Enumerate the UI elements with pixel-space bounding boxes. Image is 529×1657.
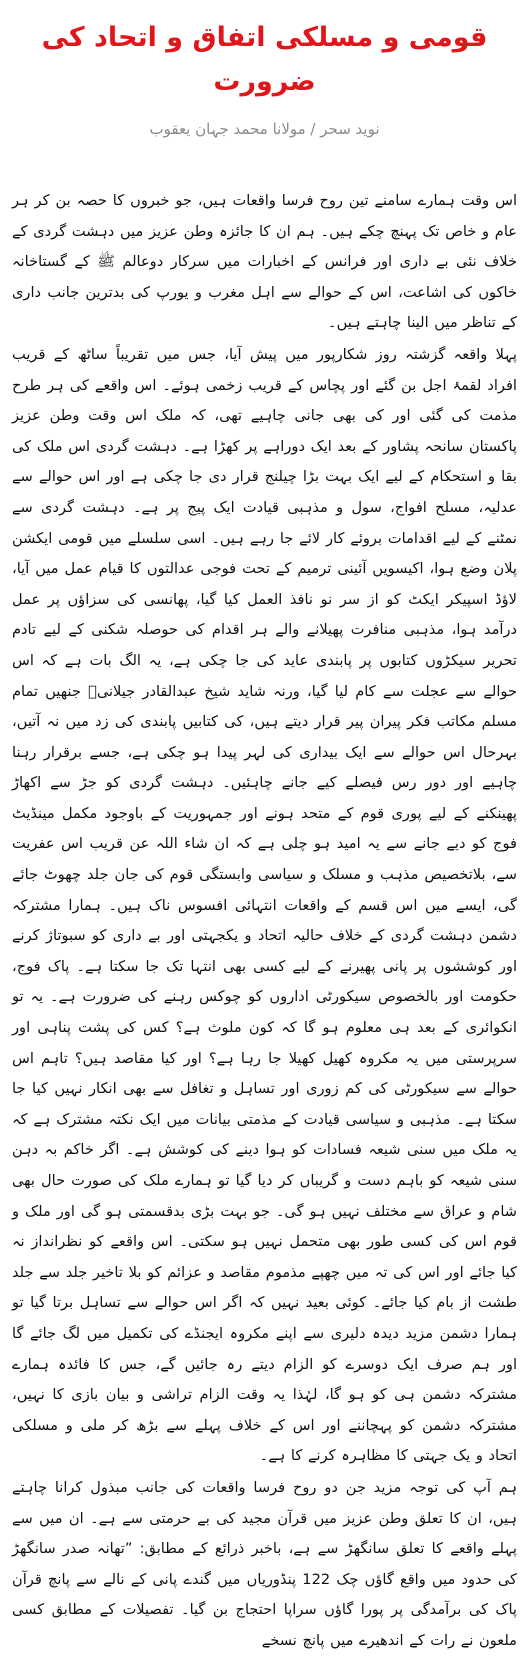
article-body [12,186,517,1657]
article-paragraph-1: اس وقت ہمارے سامنے تین روح فرسا واقعات ہیں، جو خبروں کا حصہ بن کر ہر عام و خاص تک پہنچ چکے ہیں۔ ہم ان کا جائزہ وطن عزیز میں دہشت گردی کے خلاف نئی بے داری اور فرانس کے اخبارات میں سرکار دوعالم ﷺ کے گستاخانہ خاکوں کی اشاعت، اس کے حوالے سے اہل مغرب و یورپ کی بدترین جانب داری کے تناظر میں الینا چاہتے ہیں۔ [12,192,517,332]
article-title: قومی و مسلکی اتفاق و اتحاد کی ضرورت [41,22,488,97]
article-byline: نوید سحر / مولانا محمد جہان یعقوب [149,120,380,138]
article-paragraph-2: پہلا واقعہ گزشتہ روز شکارپور میں پیش آیا، جس میں تقریباً ساٹھ کے قریب افراد لقمۂ اجل بن گئے اور پچاس کے قریب زخمی ہوئے۔ اس واقعے کی ہر طرح مذمت کی گئی اور کی بھی جانی چاہیے تھی، کہ ملک اس وقت وطن عزیز پاکستان سانحہ پشاور کے بعد ایک دوراہے پر کھڑا ہے۔ دہشت گردی اس ملک کی بقا و استحکام کے لیے ایک بہت بڑا چیلنج قرار دی جا چکی ہے اور اس حوالے سے عدلیہ، مسلح افواج، سول و مذہبی قیادت ایک پیج پر ہے۔ دہشت گردی سے نمٹنے کے لیے اقدامات بروئے کار لائے جا رہے ہیں۔ اسی سلسلے میں قومی ایکشن پلان وضع ہوا، اکیسویں آئینی ترمیم کے تحت فوجی عدالتوں کا قیام عمل میں آیا، لاؤڈ اسپیکر ایکٹ کو از سر نو نافذ العمل کیا گیا، پھانسی کی سزاؤں پر عمل درآمد ہوا، مذہبی منافرت پھیلانے والے ہر اقدام کی حوصلہ شکنی کے لیے تادم تحریر سیکڑوں کتابوں پر پابندی عاید کی جا چکی ہے، یہ الگ بات ہے کہ اس حوالے سے عجلت سے کام لیا گیا، ورنہ شاید شیخ عبدالقادر جیلانیؒ جنھیں تمام مسلم مکاتب فکر پیران پیر قرار دیتے ہیں، کی کتابیں پابندی کی زد میں نہ آتیں، بہرحال اس حوالے سے ایک بیداری کی لہر پیدا ہو چکی ہے، جسے برقرار رہنا چاہیے اور دور رس فیصلے کیے جانے چاہئیں۔ دہشت گردی کو جڑ سے اکھاڑ پھینکنے کے لیے پوری قوم کے متحد ہونے اور جمہوریت کے باوجود مکمل مینڈیٹ فوج کو دیے جانے سے یہ امید ہو چلی ہے کہ ان شاء اللہ عن قریب اس عفریت سے، بلاتخصیص مذہب و مسلک و سیاسی وابستگی قوم کی جان جلد چھوٹ جائے گی، ایسے میں اس قسم کے واقعات انتہائی افسوس ناک ہیں۔ ہمارا مشترکہ دشمن دہشت گردی کے خلاف حالیہ اتحاد و یکجہتی اور بے داری کو سبوتاژ کرنے اور کوششوں پر پانی پھیرنے کے لیے کسی بھی انتہا تک جا سکتا ہے۔ پاک فوج، حکومت اور بالخصوص سیکورٹی اداروں کو چوکس رہنے کی ضرورت ہے۔ یہ تو انکوائری کے بعد ہی معلوم ہو گا کہ کون ملوث ہے؟ کس کی پشت پناہی اور سرپرستی میں یہ مکروہ کھیل کھیلا جا رہا ہے؟ اور کیا مقاصد ہیں؟ تاہم اس حوالے سے سیکورٹی کی کم زوری اور تساہل و تغافل سے بھی انکار نہیں کیا جا سکتا ہے۔ مذہبی و سیاسی قیادت کے مذمتی بیانات میں ایک نکتہ مشترک ہے کہ یہ ملک میں سنی شیعہ فسادات کو ہوا دینے کی کوشش ہے۔ اگر خاکم بہ دہن سنی شیعہ کو باہم دست و گریباں کر دیا گیا تو ہمارے ملک کی صورت حال بھی شام و عراق سے مختلف نہیں ہو گی۔ جو بہت بڑی بدقسمتی ہو گی اور ملک و قوم اس کی کسی طور بھی متحمل نہیں ہو سکتی۔ اس واقعے کو نظرانداز نہ کیا جائے اور اس کی تہ میں چھپے مذموم مقاصد و عزائم کو بلا تاخیر جلد سے جلد طشت از بام کیا جائے۔ کوئی بعید نہیں کہ اگر اس حوالے سے تساہل برتا گیا تو ہمارا دشمن مزید دیدہ دلیری سے اپنے مکروہ ایجنڈے کی تکمیل میں لگ جائے گا اور ہم صرف ایک دوسرے کو الزام دیتے رہ جائیں گے، جس کا فائدہ ہمارے مشترکہ دشمن ہی کو ہو گا، لہٰذا یہ وقت الزام تراشی و بیان بازی کا نہیں، مشترکہ دشمن کو پہچاننے اور اس کے خلاف پہلے سے بڑھ کر ملی و مسلکی اتحاد و یک جہتی کا مظاہرہ کرنے کا ہے۔ [12,345,517,1465]
article-paragraph-3: ہم آپ کی توجہ مزید جن دو روح فرسا واقعات کی جانب مبذول کرانا چاہتے ہیں، ان کا تعلق وطن عزیز میں قرآن مجید کی بے حرمتی سے ہے۔ ان میں سے پہلے واقعے کا تعلق سانگھڑ سے ہے، باخبر ذرائع کے مطابق: ”تھانہ صدر سانگھڑ کی حدود میں واقع گاؤں چک 122 پنڈوریاں میں گندے پانی کے نالے سے پانچ قرآن پاک کی برآمدگی پر پورا گاؤں سراپا احتجاج بن گیا۔ تفصیلات کے مطابق کسی ملعون نے رات کے اندھیرے میں پانچ نسخے [12,1478,518,1649]
